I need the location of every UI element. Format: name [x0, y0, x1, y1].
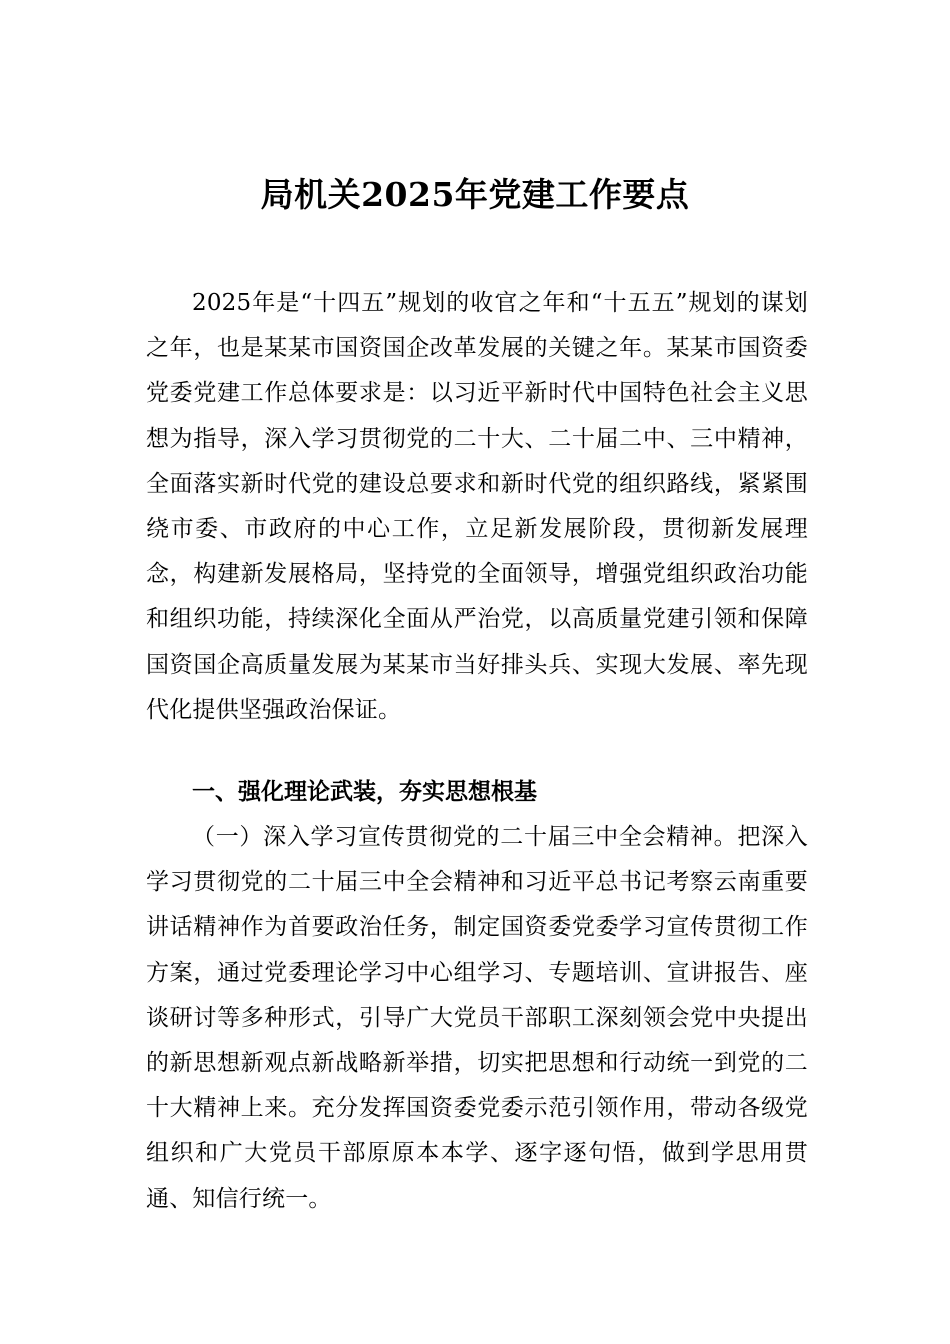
section-paragraph: （一）深入学习宣传贯彻党的二十届三中全会精神。把深入学习贯彻党的二十届三中全会精神和习近平总书记考察云南重要讲话精神作为首要政治任务，制定国资委党委学习宣传贯彻工作方案，通过党委理论学习中心组学习、专题培训、宣讲报告、座谈研讨等多种形式，引导广大党员干部职工深刻领会党中央提出的新思想新观点新战略新举措，切实把思想和行动统一到党的二十大精神上来。充分发挥国资委党委示范引领作用，带动各级党组织和广大党员干部原原本本学、逐字逐句悟，做到学思用贯通、知信行统一。 — [146, 824, 808, 1212]
section-heading: 一、强化理论武装，夯实思想根基 — [192, 779, 537, 805]
document-title: 局机关2025年党建工作要点 — [260, 175, 690, 214]
intro-paragraph: 2025年是“十四五”规划的收官之年和“十五五”规划的谋划之年，也是某某市国资国企改革发展的关键之年。某某市国资委党委党建工作总体要求是：以习近平新时代中国特色社会主义思想为指导，深入学习贯彻党的二十大、二十届二中、三中精神，全面落实新时代党的建设总要求和新时代党的组织路线，紧紧围绕市委、市政府的中心工作，立足新发展阶段，贯彻新发展理念，构建新发展格局，坚持党的全面领导，增强党组织政治功能和组织功能，持续深化全面从严治党，以高质量党建引领和保障国资国企高质量发展为某某市当好排头兵、实现大发展、率先现代化提供坚强政治保证。 — [146, 290, 808, 723]
